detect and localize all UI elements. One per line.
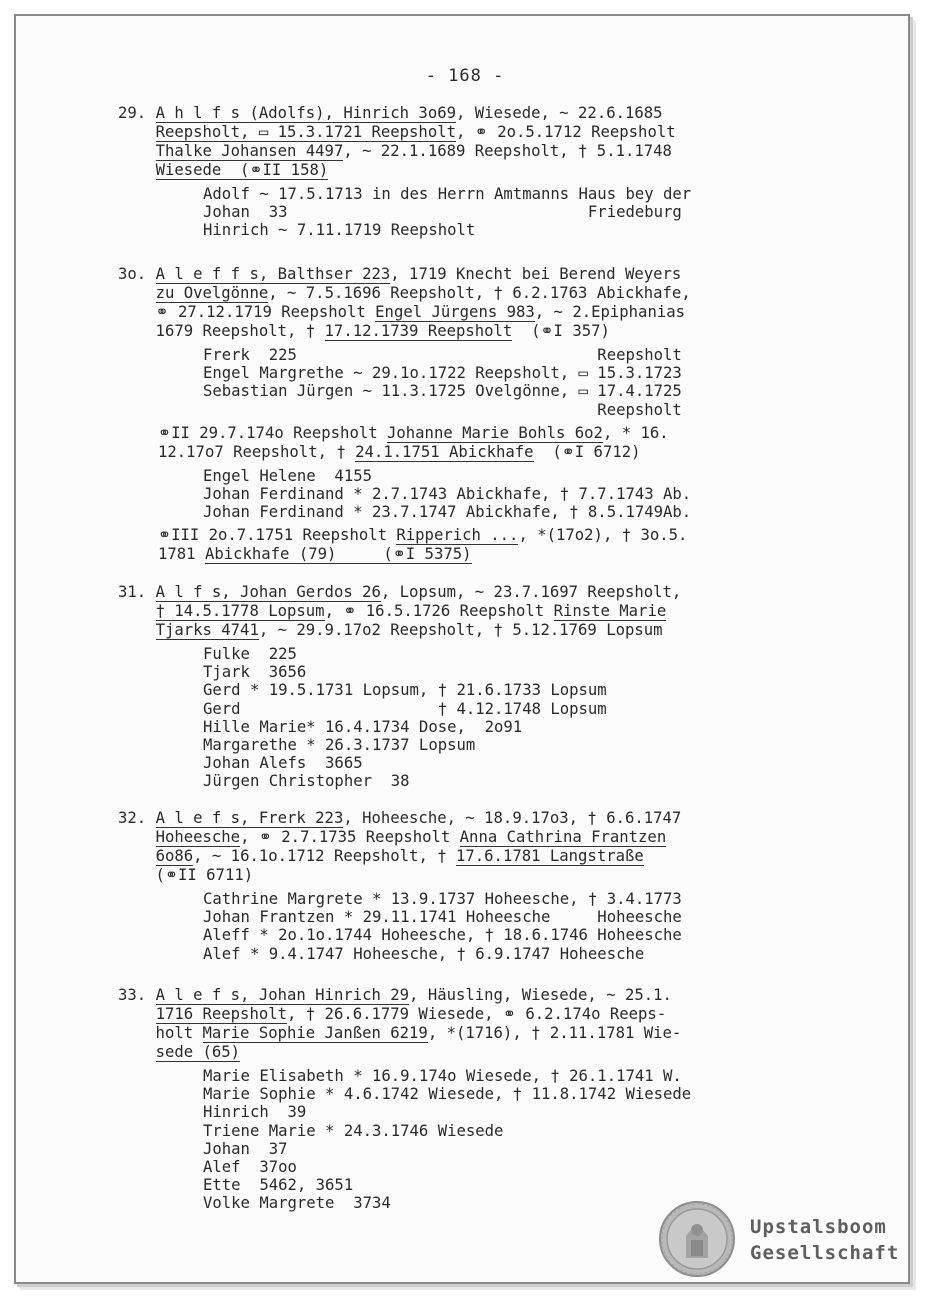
child-entry: Hinrich 39 xyxy=(203,1103,307,1122)
entry-line: Hoheesche, ⚭ 2.7.1735 Reepsholt Anna Cathrina Frantzen xyxy=(155,828,667,846)
entry-line: 29. A h l f s (Adolfs), Hinrich 3o69, Wiesede, ~ 22.6.1685 xyxy=(118,104,663,122)
entry-31 xyxy=(118,583,798,796)
marriage-line: ⚭III 2o.7.1751 Reepsholt Ripperich ..., *(17o2), † 3o.5. xyxy=(158,526,688,545)
entry-30 xyxy=(118,265,798,564)
entry-line: Tjarks 4741, ~ 29.9.17o2 Reepsholt, † 5.12.1769 Lopsum xyxy=(155,621,663,639)
children-list xyxy=(203,1067,798,1213)
entry-line: 32. A l e f s, Frerk 223, Hoheesche, ~ 18.9.17o3, † 6.6.1747 xyxy=(118,809,682,827)
entry-line: 1716 Reepsholt, † 26.6.1779 Wiesede, ⚭ 6.2.174o Reeps- xyxy=(155,1005,667,1023)
child-entry: Johan Alefs 3665 xyxy=(203,754,363,773)
child-entry: Johan Ferdinand * 2.7.1743 Abickhafe, † 7.7.1743 Ab. xyxy=(203,484,692,503)
entry-line: ⚭ 27.12.1719 Reepsholt Engel Jürgens 983, ~ 2.Epiphanias xyxy=(118,303,685,321)
child-entry: Tjark 3656 xyxy=(203,663,307,682)
entry-line: Thalke Johansen 4497, ~ 22.1.1689 Reepsholt, † 5.1.1748 xyxy=(155,142,672,160)
child-entry: Johan 37 xyxy=(203,1139,288,1158)
child-entry: Ette 5462, 3651 xyxy=(203,1176,354,1195)
entry-line: 6o86, ~ 16.1o.1712 Reepsholt, † 17.6.1781 Langstraße xyxy=(155,847,644,865)
society-logo xyxy=(658,1200,903,1278)
marriage-line: 1781 Abickhafe (79) (⚭I 5375) xyxy=(158,545,472,564)
logo-text-line1: Upstalsboom xyxy=(750,1216,887,1238)
entry-line: Reepsholt, ▭ 15.3.1721 Reepsholt, ⚭ 2o.5.1712 Reepsholt xyxy=(155,123,676,141)
child-entry: Johan 33 Friedeburg xyxy=(203,203,682,222)
entry-line: 1679 Reepsholt, † 17.12.1739 Reepsholt (⚭I 357) xyxy=(118,322,610,340)
children-list xyxy=(203,346,798,419)
entry-33 xyxy=(118,986,798,1218)
entry-29 xyxy=(118,104,798,245)
entry-line: zu Ovelgönne, ~ 7.5.1696 Reepsholt, † 6.2.1763 Abickhafe, xyxy=(155,284,691,302)
entry-line: Wiesede (⚭II 158) xyxy=(155,161,329,179)
child-entry: Adolf ~ 17.5.1713 in des Herrn Amtmanns Haus bey der xyxy=(203,185,692,203)
marriage-line: ⚭II 29.7.174o Reepsholt Johanne Marie Bohls 6o2, * 16. xyxy=(158,423,669,442)
child-entry: Hinrich ~ 7.11.1719 Reepsholt xyxy=(203,221,476,240)
child-entry: Johan Frantzen * 29.11.1741 Hoheesche Hoheesche xyxy=(203,908,682,927)
child-entry: Hille Marie* 16.4.1734 Dose, 2o91 xyxy=(203,717,523,736)
child-entry: Alef 37oo xyxy=(203,1157,297,1176)
child-entry: Reepsholt xyxy=(203,400,682,419)
children-list xyxy=(203,890,798,963)
child-entry: Frerk 225 Reepsholt xyxy=(203,346,682,364)
entry-line: 3o. A l e f f s, Balthser 223, 1719 Knecht bei Berend Weyers xyxy=(118,265,682,283)
entry-line: 33. A l e f s, Johan Hinrich 29, Häusling, Wiesede, ~ 25.1. xyxy=(118,986,672,1004)
entry-line: holt Marie Sophie Janßen 6219, *(1716), † 2.11.1781 Wie- xyxy=(118,1024,682,1042)
marriage-line: 12.17o7 Reepsholt, † 24.1.1751 Abickhafe (⚭I 6712) xyxy=(158,442,641,461)
marriage-block xyxy=(158,526,798,564)
child-entry: Aleff * 2o.1o.1744 Hoheesche, † 18.6.1746 Hoheesche xyxy=(203,926,682,945)
entry-line: (⚭II 6711) xyxy=(118,866,254,884)
logo-text-line2: Gesellschaft xyxy=(750,1242,900,1264)
entry-line: 31. A l f s, Johan Gerdos 26, Lopsum, ~ 23.7.1697 Reepsholt, xyxy=(118,583,682,601)
marriage-block xyxy=(158,424,798,462)
children-list xyxy=(203,185,798,240)
page-number: - 168 - xyxy=(425,66,505,86)
child-entry: Gerd * 19.5.1731 Lopsum, † 21.6.1733 Lopsum xyxy=(203,681,607,700)
child-entry: Volke Margrete 3734 xyxy=(203,1194,391,1213)
children-list xyxy=(203,467,798,522)
child-entry: Engel Helene 4155 xyxy=(203,466,372,485)
child-entry: Fulke 225 xyxy=(203,645,297,663)
entry-32 xyxy=(118,809,798,968)
seal-icon xyxy=(658,1200,736,1278)
child-entry: Cathrine Margrete * 13.9.1737 Hoheesche, † 3.4.1773 xyxy=(203,890,682,908)
entry-line: † 14.5.1778 Lopsum, ⚭ 16.5.1726 Reepsholt Rinste Marie xyxy=(155,602,667,620)
child-entry: Jürgen Christopher 38 xyxy=(203,772,410,791)
child-entry: Engel Margrethe ~ 29.1o.1722 Reepsholt, ▭ 15.3.1723 xyxy=(203,364,682,383)
child-entry: Triene Marie * 24.3.1746 Wiesede xyxy=(203,1121,504,1140)
child-entry: Johan Ferdinand * 23.7.1747 Abickhafe, † 8.5.1749Ab. xyxy=(203,503,692,522)
child-entry: Sebastian Jürgen ~ 11.3.1725 Ovelgönne, ▭ 17.4.1725 xyxy=(203,382,682,401)
child-entry: Margarethe * 26.3.1737 Lopsum xyxy=(203,735,476,754)
children-list xyxy=(203,645,798,791)
child-entry: Marie Sophie * 4.6.1742 Wiesede, † 11.8.1742 Wiesede xyxy=(203,1085,692,1104)
entry-line: sede (65) xyxy=(155,1043,241,1061)
child-entry: Alef * 9.4.1747 Hoheesche, † 6.9.1747 Hoheesche xyxy=(203,944,645,963)
child-entry: Gerd † 4.12.1748 Lopsum xyxy=(203,699,607,718)
child-entry: Marie Elisabeth * 16.9.174o Wiesede, † 26.1.1741 W. xyxy=(203,1067,682,1085)
